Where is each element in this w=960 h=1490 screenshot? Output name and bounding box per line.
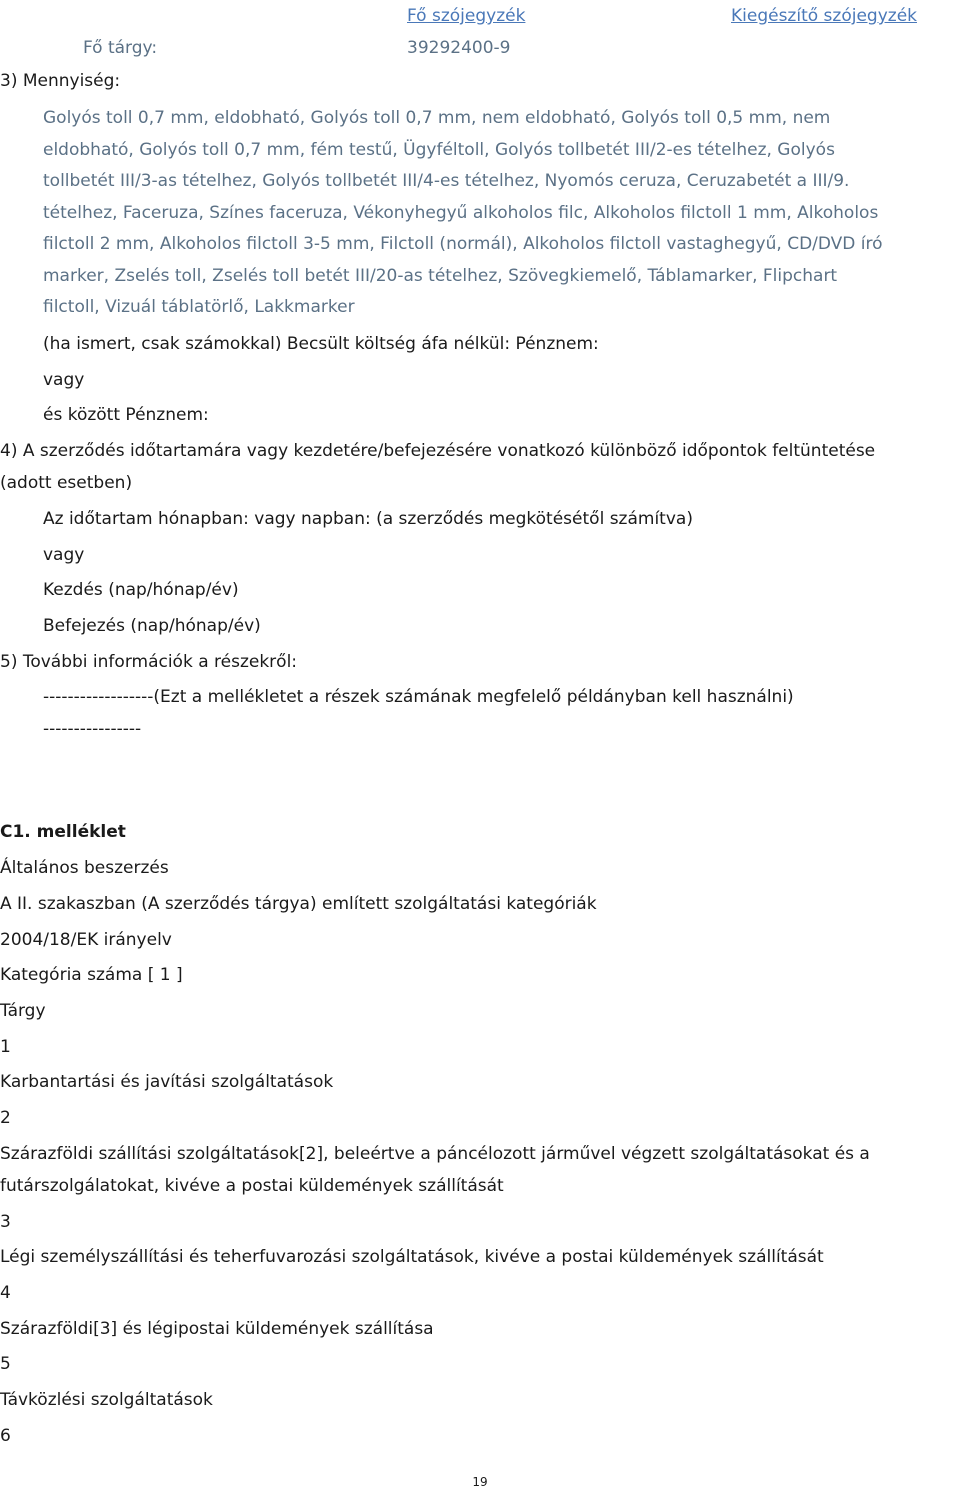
start-date-label: Kezdés (nap/hónap/év)	[43, 580, 239, 600]
quantity-items-line: tollbetét III/3-as tételhez, Golyós tollbetét III/4-es tételhez, Nyomós ceruza, Ceruzabetét a III/9.	[43, 171, 850, 191]
annex-line: A II. szakaszban (A szerződés tárgya) említett szolgáltatási kategóriák	[0, 894, 597, 914]
estimated-cost-text: (ha ismert, csak számokkal) Becsült költség áfa nélkül: Pénznem:	[43, 334, 599, 354]
quantity-items-line: tételhez, Faceruza, Színes faceruza, Vékonyhegyű alkoholos filc, Alkoholos filctoll 1 mm, Alkoholos	[43, 203, 879, 223]
between-currency-text: és között Pénznem:	[43, 405, 209, 425]
category-index: 2	[0, 1108, 11, 1128]
page-number: 19	[472, 1475, 488, 1489]
annex-line: 2004/18/EK irányelv	[0, 930, 172, 950]
annex-line: Tárgy	[0, 1001, 46, 1021]
category-index: 4	[0, 1283, 11, 1303]
category-index: 5	[0, 1354, 11, 1374]
category-name: Szárazföldi szállítási szolgáltatások[2], beleértve a páncélozott járművel végzett szolgáltatásokat és a	[0, 1144, 870, 1164]
additional-info-heading: 5) További információk a részekről:	[0, 652, 298, 672]
quantity-items-line: marker, Zselés toll, Zselés toll betét III/20-as tételhez, Szövegkiemelő, Táblamarker, Flipchart	[43, 266, 838, 286]
duration-heading: 4) A szerződés időtartamára vagy kezdetére/befejezésére vonatkozó különböző időpontok feltüntetése	[0, 441, 876, 461]
supplementary-cpv-link[interactable]: Kiegészítő szójegyzék	[731, 6, 917, 26]
quantity-items-line: filctoll, Vizuál táblatörlő, Lakkmarker	[43, 297, 355, 317]
category-name: Szárazföldi[3] és légipostai küldemények szállítása	[0, 1319, 434, 1339]
or-text: vagy	[43, 370, 85, 390]
or-text: vagy	[43, 545, 85, 565]
category-name: Távközlési szolgáltatások	[0, 1390, 213, 1410]
category-number: Kategória száma [ 1 ]	[0, 965, 183, 985]
quantity-items-line: filctoll 2 mm, Alkoholos filctoll 3-5 mm, Filctoll (normál), Alkoholos filctoll vastaghegyű, CD/DVD író	[43, 234, 883, 254]
main-subject-code: 39292400-9	[407, 38, 511, 58]
annex-usage-note: ------------------(Ezt a mellékletet a részek számának megfelelő példányban kell használni)	[43, 687, 794, 707]
category-index: 6	[0, 1426, 11, 1446]
quantity-items-line: Golyós toll 0,7 mm, eldobható, Golyós toll 0,7 mm, nem eldobható, Golyós toll 0,5 mm, nem	[43, 108, 831, 128]
duration-heading-cont: (adott esetben)	[0, 473, 133, 493]
category-name: Légi személyszállítási és teherfuvarozási szolgáltatások, kivéve a postai küldemények szállítását	[0, 1247, 824, 1267]
category-index: 1	[0, 1037, 11, 1057]
annex-title: C1. melléklet	[0, 822, 126, 842]
annex-line: Általános beszerzés	[0, 858, 169, 878]
category-index: 3	[0, 1212, 11, 1232]
main-subject-label: Fő tárgy:	[83, 38, 158, 58]
duration-months-days: Az időtartam hónapban: vagy napban: (a szerződés megkötésétől számítva)	[43, 509, 693, 529]
quantity-heading: 3) Mennyiség:	[0, 71, 121, 91]
quantity-items-line: eldobható, Golyós toll 0,7 mm, fém testű, Ügyféltoll, Golyós tollbetét III/2-es tételhez, Golyós	[43, 140, 835, 160]
category-name: Karbantartási és javítási szolgáltatások	[0, 1072, 334, 1092]
main-cpv-link[interactable]: Fő szójegyzék	[407, 6, 526, 26]
dash-separator: ----------------	[43, 719, 142, 739]
category-name-cont: futárszolgálatokat, kivéve a postai küldemények szállítását	[0, 1176, 504, 1196]
end-date-label: Befejezés (nap/hónap/év)	[43, 616, 261, 636]
